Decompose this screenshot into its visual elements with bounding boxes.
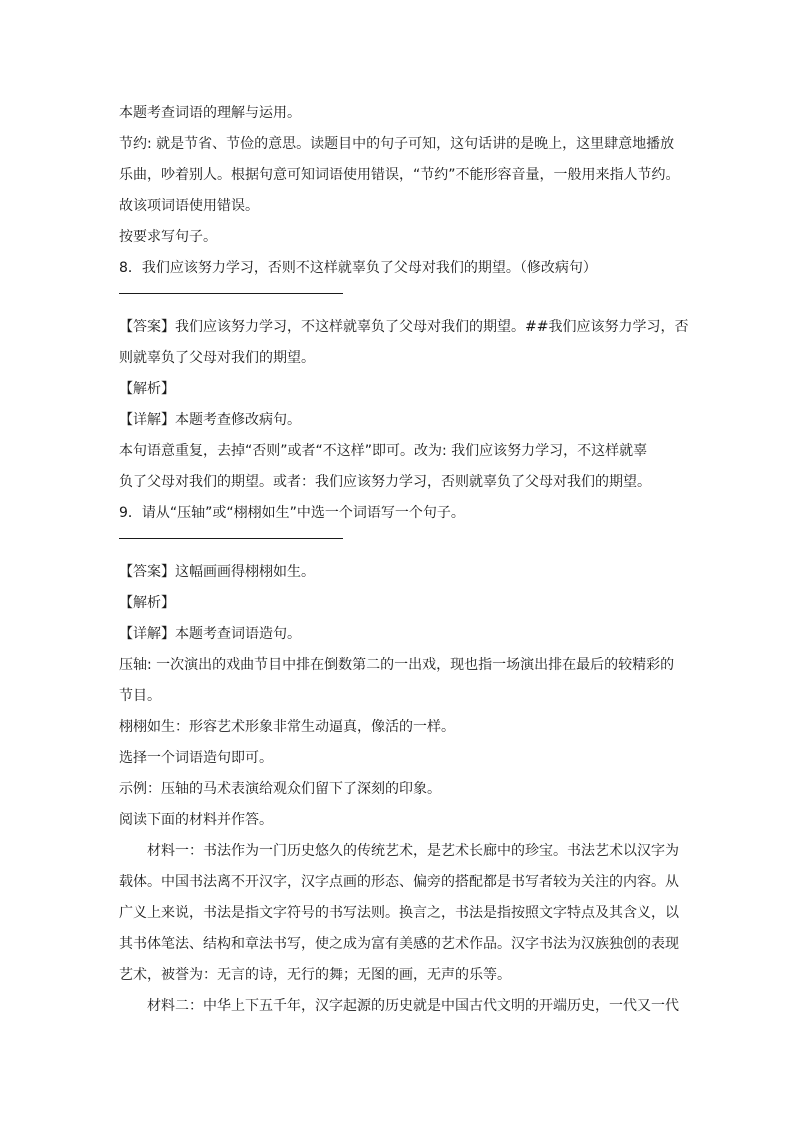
section-answer-9 [119, 557, 679, 836]
document-page [119, 98, 689, 1022]
section-explanation-7 [119, 98, 679, 284]
analysis-heading: 【解析】 [119, 381, 175, 397]
text-line: 节目。 [119, 688, 161, 704]
reading-instruction: 阅读下面的材料并作答。 [119, 812, 273, 828]
text-line: 按要求写句子。 [119, 229, 217, 245]
text-line: 选择一个词语造句即可。 [119, 750, 273, 766]
text-line: 则就辜负了父母对我们的期望。 [119, 350, 315, 366]
detail-heading: 【详解】本题考查修改病句。 [119, 412, 301, 428]
text-line: 本句语意重复，去掉“否则”或者“不这样”即可。改为: 我们应该努力学习，不这样就辜 [119, 443, 648, 459]
answer-line-text: 【答案】我们应该努力学习，不这样就辜负了父母对我们的期望。##我们应该努力学习，否 [119, 319, 689, 335]
answer-line [119, 538, 343, 539]
material-line: 材料二：中华上下五千年，汉字起源的历史就是中国古代文明的开端历史，一代又一代 [147, 998, 679, 1014]
text-line: 节约: 就是节省、节俭的意思。读题目中的句子可知，这句话讲的是晚上，这里肆意地播放 [119, 136, 675, 152]
answer-blank-9 [119, 529, 679, 553]
text-line: 故该项词语使用错误。 [119, 198, 259, 214]
detail-heading: 【详解】本题考查词语造句。 [119, 626, 301, 642]
material-line: 艺术，被誉为：无言的诗，无行的舞；无图的画，无声的乐等。 [119, 967, 511, 983]
section-materials [119, 836, 679, 1022]
answer-line-text: 【答案】这幅画画得栩栩如生。 [119, 564, 315, 580]
question-8: 8．我们应该努力学习，否则不这样就辜负了父母对我们的期望。（修改病句） [119, 260, 597, 276]
text-line: 乐曲，吵着别人。根据句意可知词语使用错误，“节约”不能形容音量，一般用来指人节约。 [119, 167, 680, 183]
material-line: 其书体笔法、结构和章法书写，使之成为富有美感的艺术作品。汉字书法为汉族独创的表现 [119, 936, 679, 952]
answer-blank-8 [119, 284, 679, 308]
material-line: 广义上来说，书法是指文字符号的书写法则。换言之，书法是指按照文字特点及其含义，以 [119, 905, 679, 921]
text-line: 示例：压轴的马术表演给观众们留下了深刻的印象。 [119, 781, 441, 797]
text-line: 本题考查词语的理解与运用。 [119, 105, 301, 121]
answer-line [119, 293, 343, 294]
text-line: 压轴: 一次演出的戏曲节目中排在倒数第二的一出戏，现也指一场演出排在最后的较精彩的 [119, 657, 675, 673]
analysis-heading: 【解析】 [119, 595, 175, 611]
material-line: 载体。中国书法离不开汉字，汉字点画的形态、偏旁的搭配都是书写者较为关注的内容。从 [119, 874, 679, 890]
section-answer-8 [119, 312, 689, 529]
question-9: 9．请从“压轴”或“栩栩如生”中选一个词语写一个句子。 [119, 505, 465, 521]
text-line: 栩栩如生：形容艺术形象非常生动逼真，像活的一样。 [119, 719, 455, 735]
material-line: 材料一：书法作为一门历史悠久的传统艺术，是艺术长廊中的珍宝。书法艺术以汉字为 [147, 843, 679, 859]
text-line: 负了父母对我们的期望。或者：我们应该努力学习，否则就辜负了父母对我们的期望。 [119, 474, 651, 490]
